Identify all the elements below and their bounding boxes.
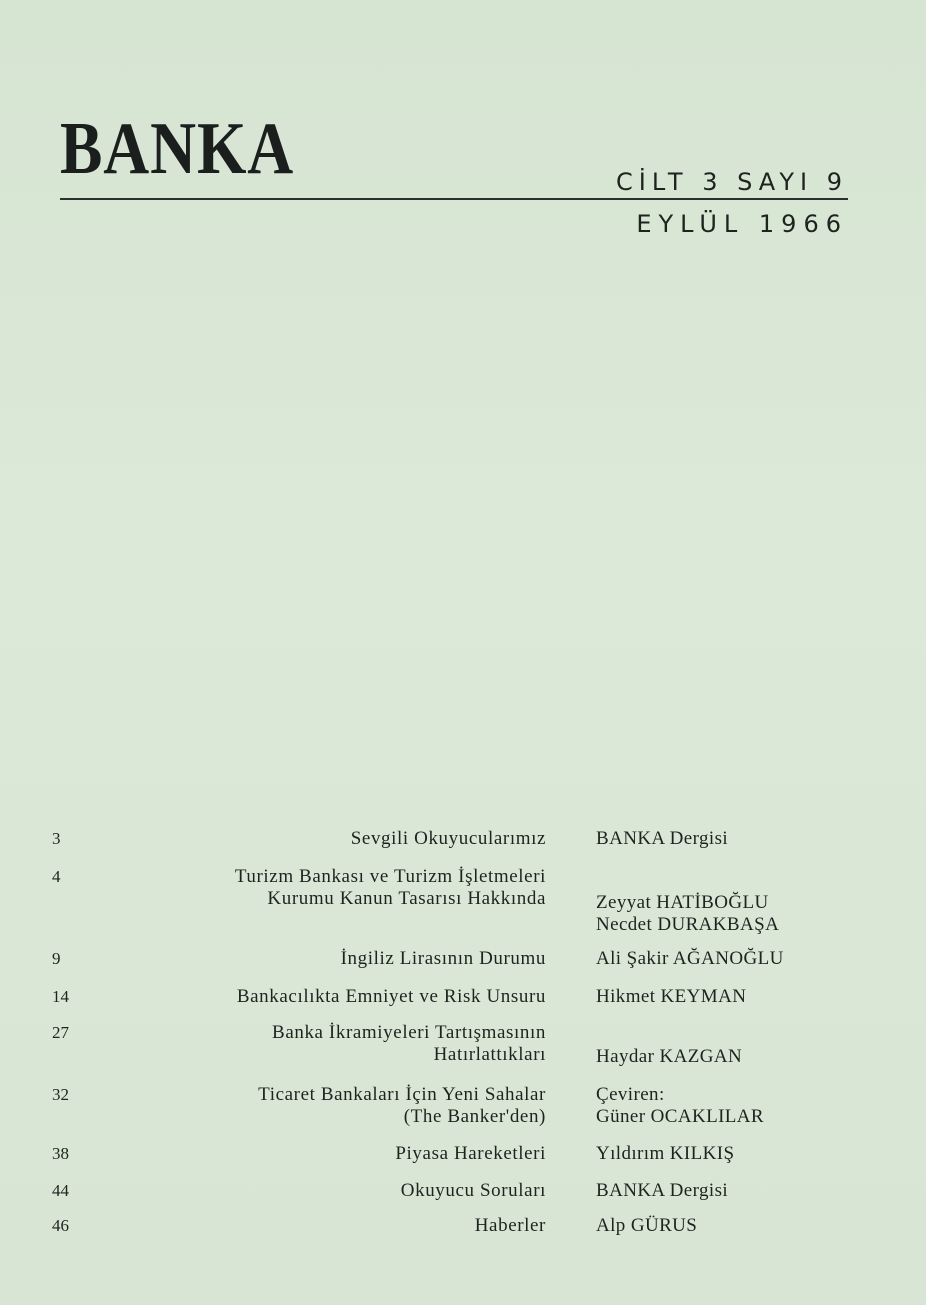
toc-author <box>596 1143 734 1165</box>
issue-date: EYLÜL 1966 <box>636 210 848 238</box>
toc-page-number: 46 <box>52 1216 69 1235</box>
toc-page-number: 38 <box>52 1144 69 1163</box>
toc-title <box>272 1022 546 1066</box>
toc-author <box>596 986 746 1008</box>
masthead-title: BANKA <box>60 108 295 190</box>
toc-author-line: Yıldırım KILKIŞ <box>596 1143 735 1164</box>
toc-page-number: 27 <box>52 1023 69 1042</box>
toc-title-line: Banka İkramiyeleri Tartışmasının <box>272 1022 546 1043</box>
toc-title-line: Kurumu Kanun Tasarısı Hakkında <box>267 888 546 909</box>
toc-title <box>475 1215 546 1237</box>
toc-author-line: BANKA Dergisi <box>596 1180 729 1201</box>
toc-author-line: Haydar KAZGAN <box>596 1046 743 1067</box>
toc-author <box>596 948 784 970</box>
toc-title-line: (The Banker'den) <box>403 1106 546 1127</box>
toc-author-line: Güner OCAKLILAR <box>596 1106 765 1127</box>
toc-title-line: Bankacılıkta Emniyet ve Risk Unsuru <box>236 986 546 1007</box>
toc-title-line: Ticaret Bankaları İçin Yeni Sahalar <box>258 1084 546 1105</box>
toc-title-line: Haberler <box>474 1215 546 1236</box>
toc-author <box>596 1180 728 1202</box>
toc-title-line: İngiliz Lirasının Durumu <box>340 948 546 969</box>
toc-author-line: BANKA Dergisi <box>596 828 729 849</box>
toc-title <box>351 828 546 850</box>
toc-title-line: Sevgili Okuyucularımız <box>350 828 546 849</box>
toc-author <box>596 892 779 936</box>
toc-author-line: Ali Şakir AĞANOĞLU <box>596 948 784 969</box>
toc-title <box>235 866 546 910</box>
toc-author-line: Çeviren: <box>596 1084 665 1105</box>
toc-author <box>596 828 728 850</box>
toc-title <box>258 1084 546 1128</box>
toc-page-number: 14 <box>52 987 69 1006</box>
toc-title-line: Piyasa Hareketleri <box>395 1143 546 1164</box>
toc-title <box>395 1143 546 1165</box>
toc-title-line: Okuyucu Soruları <box>400 1180 546 1201</box>
toc-author-line: Alp GÜRUS <box>596 1215 698 1236</box>
toc-page-number: 44 <box>52 1181 69 1200</box>
toc-page-number: 9 <box>52 949 61 968</box>
toc-author-line: Necdet DURAKBAŞA <box>596 914 780 935</box>
toc-title <box>401 1180 546 1202</box>
toc-page-number: 32 <box>52 1085 69 1104</box>
toc-author-line: Hikmet KEYMAN <box>596 986 747 1007</box>
toc-page-number: 4 <box>52 867 61 886</box>
toc-author <box>596 1215 697 1237</box>
toc-page-number: 3 <box>52 829 61 848</box>
toc-author-line: Zeyyat HATİBOĞLU <box>596 892 769 913</box>
toc-author <box>596 1084 764 1128</box>
toc-author <box>596 1046 742 1068</box>
toc-title <box>341 948 546 970</box>
issue-volume-number: CİLT 3 SAYI 9 <box>616 168 848 196</box>
toc-title-line: Turizm Bankası ve Turizm İşletmeleri <box>234 866 546 887</box>
header-rule <box>60 198 848 200</box>
toc-title-line: Hatırlattıkları <box>433 1044 546 1065</box>
toc-title <box>237 986 546 1008</box>
